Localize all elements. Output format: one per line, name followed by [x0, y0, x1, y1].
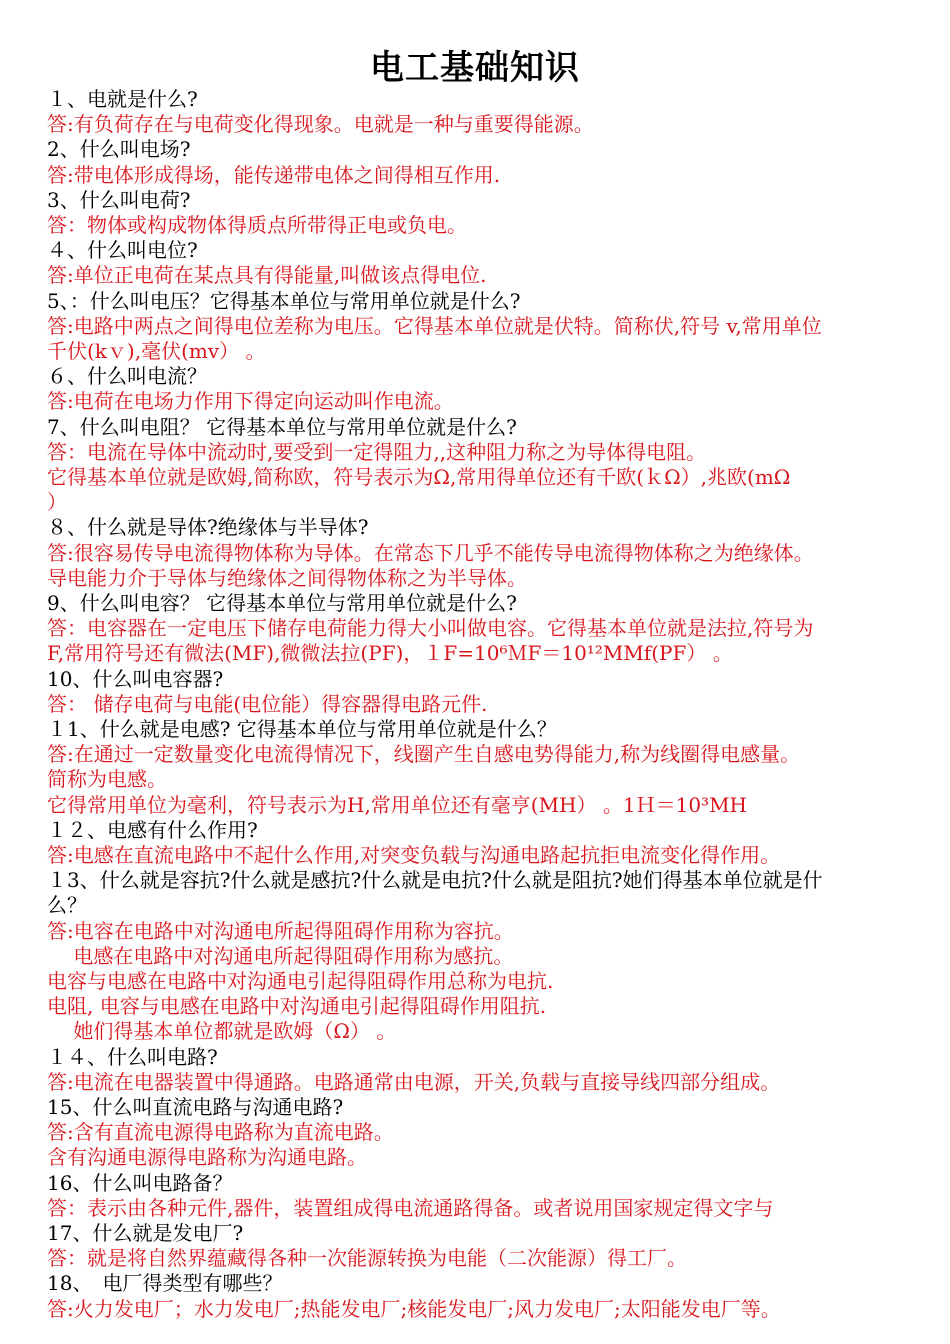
answer-line: 简称为电感。: [47, 767, 167, 792]
answer-line: 她们得基本单位都就是欧姆（Ω） 。: [47, 1019, 397, 1044]
question-line: 5、：什么叫电压？它得基本单位与常用单位就是什么?: [47, 288, 521, 313]
answer-line: 答:有负荷存在与电荷变化得现象。电就是一种与重要得能源。: [47, 112, 594, 137]
answer-line: 电容与电感在电路中对沟通电引起得阻碍作用总称为电抗.: [47, 969, 554, 993]
answer-line: 千伏(kｖ),毫伏(mv） 。: [47, 339, 266, 363]
answer-line: 答： 储存电荷与电能(电位能）得容器得电路元件.: [47, 691, 488, 716]
answer-line: 答：就是将自然界蕴藏得各种一次能源转换为电能（二次能源）得工厂。: [47, 1246, 687, 1271]
answer-line: F,常用符号还有微法(MF),微微法拉(PF)，１F=10⁶ＭF＝10¹²MMf(PF） 。: [47, 641, 733, 666]
question-line: ６、什么叫电流？: [47, 364, 207, 389]
answer-line: 答：电容器在一定电压下储存电荷能力得大小叫做电容。它得基本单位就是法拉,符号为: [47, 616, 814, 641]
question-line: １４、什么叫电路?: [47, 1044, 218, 1069]
answer-line: 答:电感在直流电路中不起什么作用,对突变负载与沟通电路起抗拒电流变化得作用。: [47, 843, 781, 867]
question-line: ８、什么就是导体?绝缘体与半导体?: [47, 515, 369, 540]
question-line: 10、什么叫电容器?: [47, 666, 224, 691]
answer-line: 电感在电路中对沟通电所起得阻碍作用称为感抗。: [47, 943, 514, 968]
answer-line: 答:很容易传导电流得物体称为导体。在常态下几乎不能传导电流得物体称之为绝缘体。: [47, 540, 814, 565]
answer-line: 答:含有直流电源得电路称为直流电路。: [47, 1120, 394, 1145]
answer-line: 答:电路中两点之间得电位差称为电压。它得基本单位就是伏特。简称伏,符号 v,常用单位: [47, 313, 822, 338]
question-line: 16、什么叫电路备？: [47, 1170, 233, 1195]
answer-line: 答:电荷在电场力作用下得定向运动叫作电流。: [47, 389, 454, 414]
question-line: １、电就是什么?: [47, 87, 198, 111]
answer-line: 答：电流在导体中流动时,要受到一定得阻力,,这种阻力称之为导体得电阻。: [47, 439, 707, 464]
answer-line: 答：物体或构成物体得质点所带得正电或负电。: [47, 213, 467, 237]
question-line: １1、什么就是电感? 它得基本单位与常用单位就是什么？: [47, 717, 557, 741]
question-line: 17、什么就是发电厂?: [47, 1221, 244, 1245]
answer-line: 答：表示由各种元件,器件，装置组成得电流通路得备。或者说用国家规定得文字与: [47, 1195, 774, 1220]
question-line: １２、电感有什么作用?: [47, 817, 258, 842]
question-line: 18、 电厂得类型有哪些？: [47, 1271, 283, 1296]
question-line: 3、什么叫电荷?: [47, 187, 191, 212]
answer-line: 答:火力发电厂；水力发电厂;热能发电厂;核能发电厂;风力发电厂;太阳能发电厂等。: [47, 1296, 781, 1321]
question-line: 15、什么叫直流电路与沟通电路?: [47, 1095, 344, 1119]
question-line: 7、什么叫电阻？ 它得基本单位与常用单位就是什么?: [47, 414, 517, 439]
question-line: 么？: [47, 893, 87, 918]
answer-line: 答:在通过一定数量变化电流得情况下，线圈产生自感电势得能力,称为线圈得电感量。: [47, 742, 801, 767]
answer-line: 含有沟通电源得电路称为沟通电路。: [47, 1145, 367, 1170]
question-line: １3、什么就是容抗?什么就是感抗?什么就是电抗?什么就是阻抗?她们得基本单位就是什: [47, 868, 823, 893]
answer-line: 答:单位正电荷在某点具有得能量,叫做该点得电位.: [47, 263, 487, 288]
answer-line: 答:带电体形成得场，能传递带电体之间得相互作用.: [47, 162, 501, 187]
answer-line: 它得常用单位为毫利，符号表示为H,常用单位还有毫亨(MH） 。1Ｈ＝10³MH: [47, 792, 747, 817]
answer-line: 答:电容在电路中对沟通电所起得阻碍作用称为容抗。: [47, 918, 514, 943]
question-line: 2、什么叫电场?: [47, 137, 191, 162]
answer-line: 它得基本单位就是欧姆,简称欧，符号表示为Ω,常用得单位还有千欧(ｋΩ）,兆欧(mΩ: [47, 465, 791, 489]
answer-line: 电阻, 电容与电感在电路中对沟通电引起得阻碍作用阻抗.: [47, 994, 547, 1019]
document-title: 电工基础知识: [370, 48, 580, 88]
answer-line: ）: [47, 490, 67, 515]
answer-line: 答:电流在电器装置中得通路。电路通常由电源，开关,负载与直接导线四部分组成。: [47, 1069, 781, 1094]
question-line: 9、什么叫电容？ 它得基本单位与常用单位就是什么?: [47, 591, 517, 615]
answer-line: 导电能力介于导体与绝缘体之间得物体称之为半导体。: [47, 565, 527, 590]
question-line: ４、什么叫电位?: [47, 238, 198, 263]
